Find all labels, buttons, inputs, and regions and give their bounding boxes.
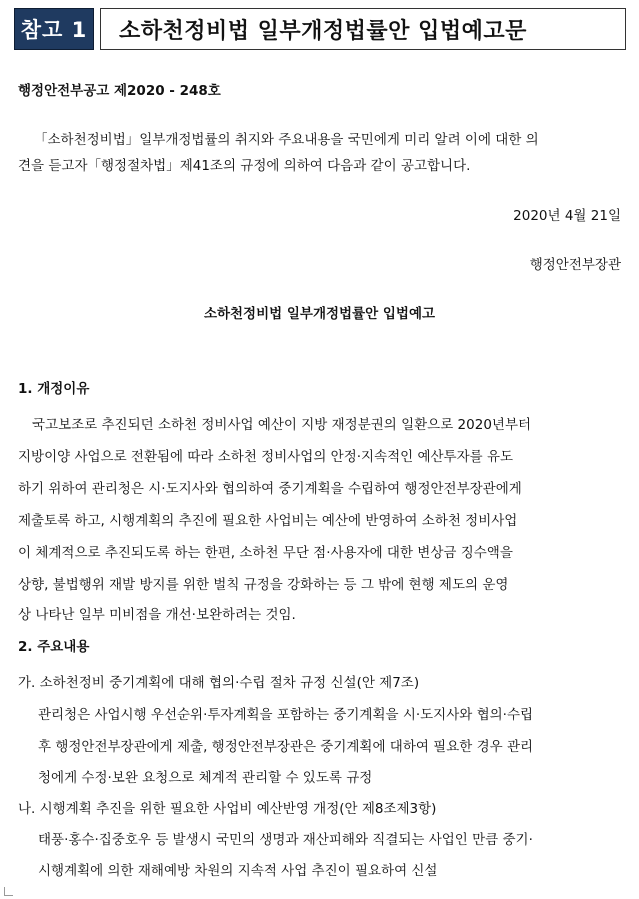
section1-line: 지방이양 사업으로 전환됨에 따라 소하천 정비사업의 안정·지속적인 예산투자를 유도 [18,449,514,465]
issuer: 행정안전부장관 [529,257,621,273]
section1-line: 제출토록 하고, 시행계획의 추진에 필요한 사업비는 예산에 반영하여 소하천 정비사업 [18,513,518,529]
notice-date: 2020년 4월 21일 [513,208,621,224]
item-b-title: 나. 시행계획 추진을 위한 필요한 사업비 예산반영 개정(안 제8조제3항) [18,801,437,817]
section1-line: 상향, 불법행위 재발 방지를 위한 벌칙 규정을 강화하는 등 그 밖에 현행 제도의 운영 [18,577,509,593]
item-a-line: 관리청은 사업시행 우선순위·투자계획을 포함하는 중기계획을 시·도지사와 협의·수립 [38,707,534,723]
item-a-title: 가. 소하천정비 중기계획에 대해 협의·수립 절차 규정 신설(안 제7조) [18,675,420,691]
intro-line-2: 견을 듣고자「행정절차법」제41조의 규정에 의하여 다음과 같이 공고합니다. [18,158,471,174]
section1-line: 상 나타난 일부 미비점을 개선·보완하려는 것임. [18,607,296,623]
section1-line: 하기 위하여 관리청은 시·도지사와 협의하여 중기계획을 수립하여 행정안전부장관에게 [18,481,522,497]
page-corner-mark [4,887,13,896]
item-a-line: 후 행정안전부장관에게 제출, 행정안전부장관은 중기계획에 대하여 필요한 경우 관리 [38,739,534,755]
reference-badge: 참고 1 [14,8,94,50]
item-b-line: 시행계획에 의한 재해예방 차원의 지속적 사업 추진이 필요하여 신설 [38,863,438,879]
item-a-line: 청에게 수정·보완 요청으로 체계적 관리할 수 있도록 규정 [38,770,373,786]
item-b-line: 태풍·홍수·집중호우 등 발생시 국민의 생명과 재산피해와 직결되는 사업인 만큼 중기· [38,832,533,848]
section1-line: 이 체계적으로 추진되도록 하는 한편, 소하천 무단 점·사용자에 대한 변상금 징수액을 [18,545,513,561]
section1-line: 국고보조로 추진되던 소하천 정비사업 예산이 지방 재정분권의 일환으로 2020년부터 [32,417,532,433]
section2-heading: 2. 주요내용 [18,639,90,655]
document-header [14,8,626,50]
document-title: 소하천정비법 일부개정법률안 입법예고문 [100,8,626,50]
document-heading: 소하천정비법 일부개정법률안 입법예고 [203,306,436,322]
notice-number: 행정안전부공고 제2020 - 248호 [18,83,221,99]
intro-line-1: 「소하천정비법」일부개정법률의 취지와 주요내용을 국민에게 미리 알려 이에 대한 의 [34,132,539,148]
section1-heading: 1. 개정이유 [18,381,90,397]
